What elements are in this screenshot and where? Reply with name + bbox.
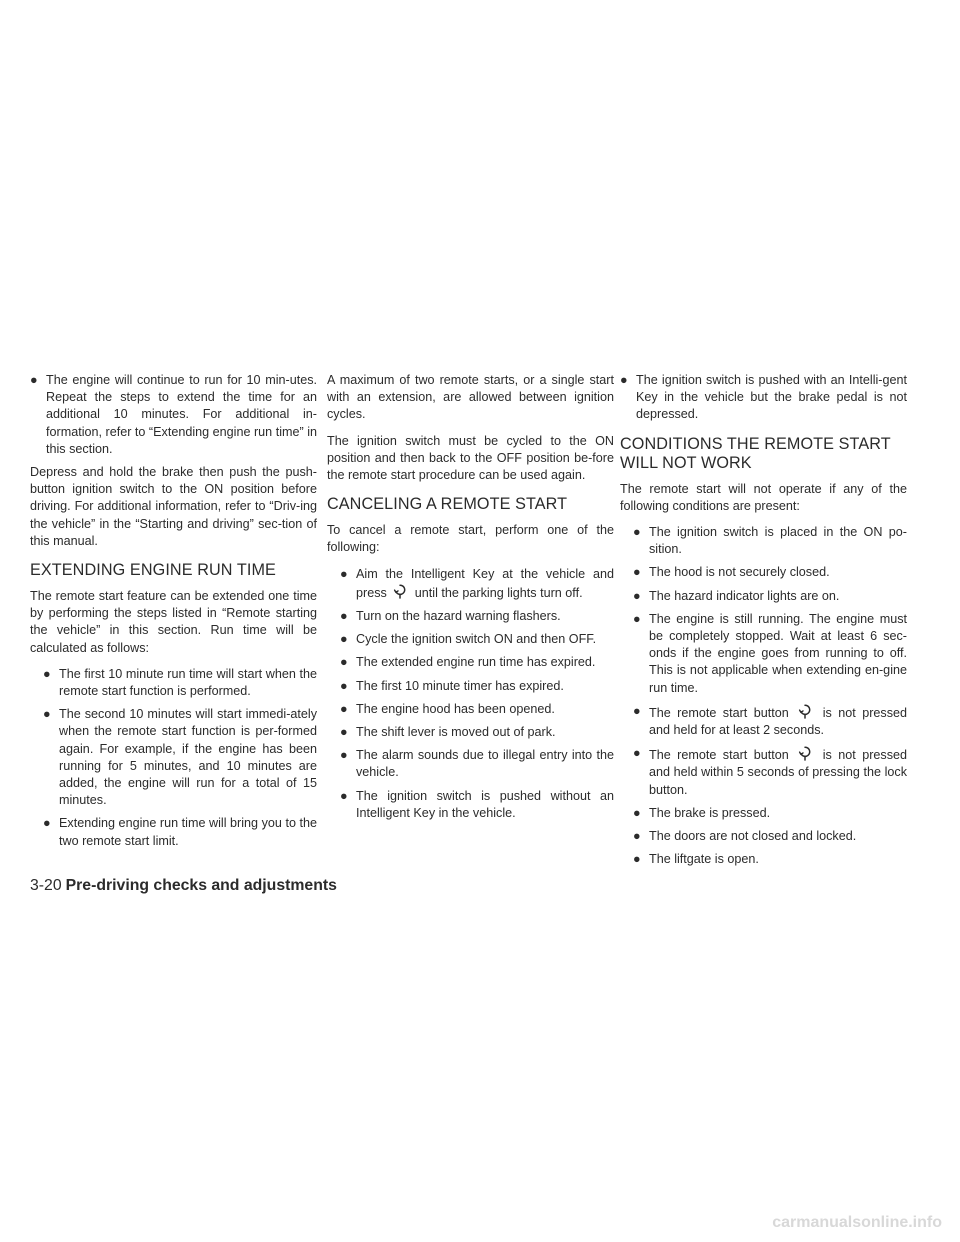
remote-start-icon: [393, 583, 407, 599]
bullet-icon: ●: [340, 655, 348, 670]
bullet-icon: ●: [340, 609, 348, 624]
bullet-icon: ●: [43, 666, 51, 681]
list-item: [43, 815, 317, 849]
list-item-text: The liftgate is open.: [649, 852, 759, 867]
list-item-text-before-icon: The remote start button: [649, 748, 789, 763]
bullet-icon: ●: [340, 788, 348, 803]
list-item: [633, 745, 907, 799]
list-item-text: Extending engine run time will bring you to the two remote start limit.: [59, 816, 317, 848]
list-item: [633, 524, 907, 558]
conditions-paragraph: The remote start will not operate if any of the following conditions are present:: [620, 481, 907, 513]
list-item: [340, 631, 614, 648]
bullet-icon: ●: [633, 805, 641, 820]
column-right: [620, 372, 907, 874]
list-item-text: The ignition switch is pushed with an Intelli-gent Key in the vehicle but the brake pedal is not depressed.: [636, 373, 907, 422]
intro-bullet-list: [30, 372, 317, 458]
list-item: [633, 564, 907, 581]
list-item: [340, 566, 614, 602]
list-item-text: The alarm sounds due to illegal entry into the vehicle.: [356, 748, 614, 780]
watermark: carmanualsonline.info: [772, 1214, 942, 1231]
list-item: [633, 851, 907, 868]
conditions-heading-line2: WILL NOT WORK: [620, 453, 752, 472]
list-item-text-before-icon: Aim the Intelligent Key at the vehicle and press: [356, 566, 614, 600]
bullet-icon: ●: [43, 816, 51, 831]
list-item: [43, 666, 317, 700]
bullet-icon: ●: [43, 707, 51, 722]
bullet-icon: ●: [340, 632, 348, 647]
maximum-paragraph: A maximum of two remote starts, or a single start with an extension, are allowed between ignition cycles.: [327, 373, 614, 422]
list-item-text: The doors are not closed and locked.: [649, 829, 857, 844]
bullet-icon: ●: [633, 565, 641, 580]
bullet-icon: ●: [633, 829, 641, 844]
extending-paragraph: The remote start feature can be extended one time by performing the steps listed in “Remote starting the vehicle” in this section. Run time will be calculated as follows:: [30, 589, 317, 655]
list-item-text-after-icon: is not pressed and held for at least 2 seconds.: [649, 705, 908, 738]
extending-heading: EXTENDING ENGINE RUN TIME: [30, 561, 276, 580]
column-middle: [327, 372, 614, 828]
list-item: [340, 724, 614, 741]
list-item: [633, 703, 907, 739]
bullet-icon: ●: [620, 373, 628, 387]
list-item: [633, 828, 907, 845]
top-bullet-list: [620, 372, 907, 424]
list-item-text: The brake is pressed.: [649, 805, 771, 820]
list-item-text: The engine is still running. The engine must be completely stopped. Wait at least 6 sec-onds if the engine goes from running to off. This is not applicable when extending en-gine run time.: [649, 611, 907, 695]
column-left: [30, 372, 317, 856]
list-item: [633, 588, 907, 605]
list-item-text-after-icon: until the parking lights turn off.: [414, 585, 583, 600]
bullet-icon: ●: [633, 703, 641, 718]
list-item-text: The hood is not securely closed.: [649, 565, 830, 580]
canceling-bullet-list: [340, 566, 614, 822]
bullet-icon: ●: [340, 725, 348, 740]
list-item: [633, 611, 907, 697]
remote-start-icon: [798, 703, 812, 719]
bullet-icon: ●: [30, 373, 38, 387]
remote-start-icon: [798, 745, 812, 761]
list-item-text: The first 10 minute timer has expired.: [356, 678, 564, 693]
bullet-icon: ●: [633, 588, 641, 603]
list-item: [633, 805, 907, 822]
list-item: [340, 701, 614, 718]
bullet-icon: ●: [633, 852, 641, 867]
list-item-text-before-icon: The remote start button: [649, 705, 789, 720]
list-item-text: The engine hood has been opened.: [356, 701, 555, 716]
bullet-icon: ●: [340, 678, 348, 693]
depress-paragraph: Depress and hold the brake then push the push-button ignition switch to the ON position before driving. For additional information, refer to “Driv-ing the vehicle” in the “Starting and driving” sec-tion of this manual.: [30, 465, 317, 548]
chapter-title: Pre-driving checks and adjustments: [65, 877, 337, 894]
page-footer: [30, 877, 337, 895]
list-item: [340, 654, 614, 671]
bullet-icon: ●: [340, 701, 348, 716]
bullet-icon: ●: [340, 566, 348, 581]
list-item: [43, 706, 317, 809]
list-item: [340, 788, 614, 822]
conditions-bullet-list: [633, 524, 907, 868]
list-item-text: The ignition switch is placed in the ON po-sition.: [649, 525, 907, 557]
list-item-text: The ignition switch is pushed without an Intelligent Key in the vehicle.: [356, 788, 614, 820]
conditions-heading-line1: CONDITIONS THE REMOTE START: [620, 434, 891, 453]
list-item-text: Turn on the hazard warning flashers.: [356, 609, 561, 624]
list-item-text: Cycle the ignition switch ON and then OFF.: [356, 632, 597, 647]
list-item: [340, 608, 614, 625]
bullet-icon: ●: [633, 746, 641, 761]
list-item: [620, 372, 907, 424]
canceling-heading: CANCELING A REMOTE START: [327, 495, 568, 514]
bullet-icon: ●: [633, 611, 641, 626]
canceling-paragraph: To cancel a remote start, perform one of the following:: [327, 523, 614, 555]
list-item-text: The second 10 minutes will start immedi-ately when the remote start function is per-formed again. For example, if the engine has been running for 5 minutes, and 10 minutes are added, the engine will run for a total of 15 minutes.: [59, 707, 317, 808]
list-item: [340, 678, 614, 695]
page-number: 3-20: [30, 877, 62, 894]
bullet-icon: ●: [340, 748, 348, 763]
list-item-text-after-icon: is not pressed and held within 5 seconds of pressing the lock button.: [649, 748, 908, 797]
bullet-icon: ●: [633, 525, 641, 540]
list-item: [340, 747, 614, 781]
list-item: [30, 372, 317, 458]
list-item-text: The engine will continue to run for 10 min-utes. Repeat the steps to extend the time for an additional 10 minutes. For additional in-formation, refer to “Extending engine run time” in this section.: [46, 373, 317, 456]
list-item-text: The first 10 minute run time will start when the remote start function is performed.: [59, 666, 317, 699]
list-item-text: The extended engine run time has expired.: [356, 655, 596, 670]
list-item-text: The shift lever is moved out of park.: [356, 725, 556, 740]
extending-bullet-list: [43, 666, 317, 850]
list-item-text: The hazard indicator lights are on.: [649, 588, 840, 603]
conditions-heading: [620, 435, 907, 473]
cycled-paragraph: The ignition switch must be cycled to the ON position and then back to the OFF position be-fore the remote start procedure can be used again.: [327, 433, 614, 483]
